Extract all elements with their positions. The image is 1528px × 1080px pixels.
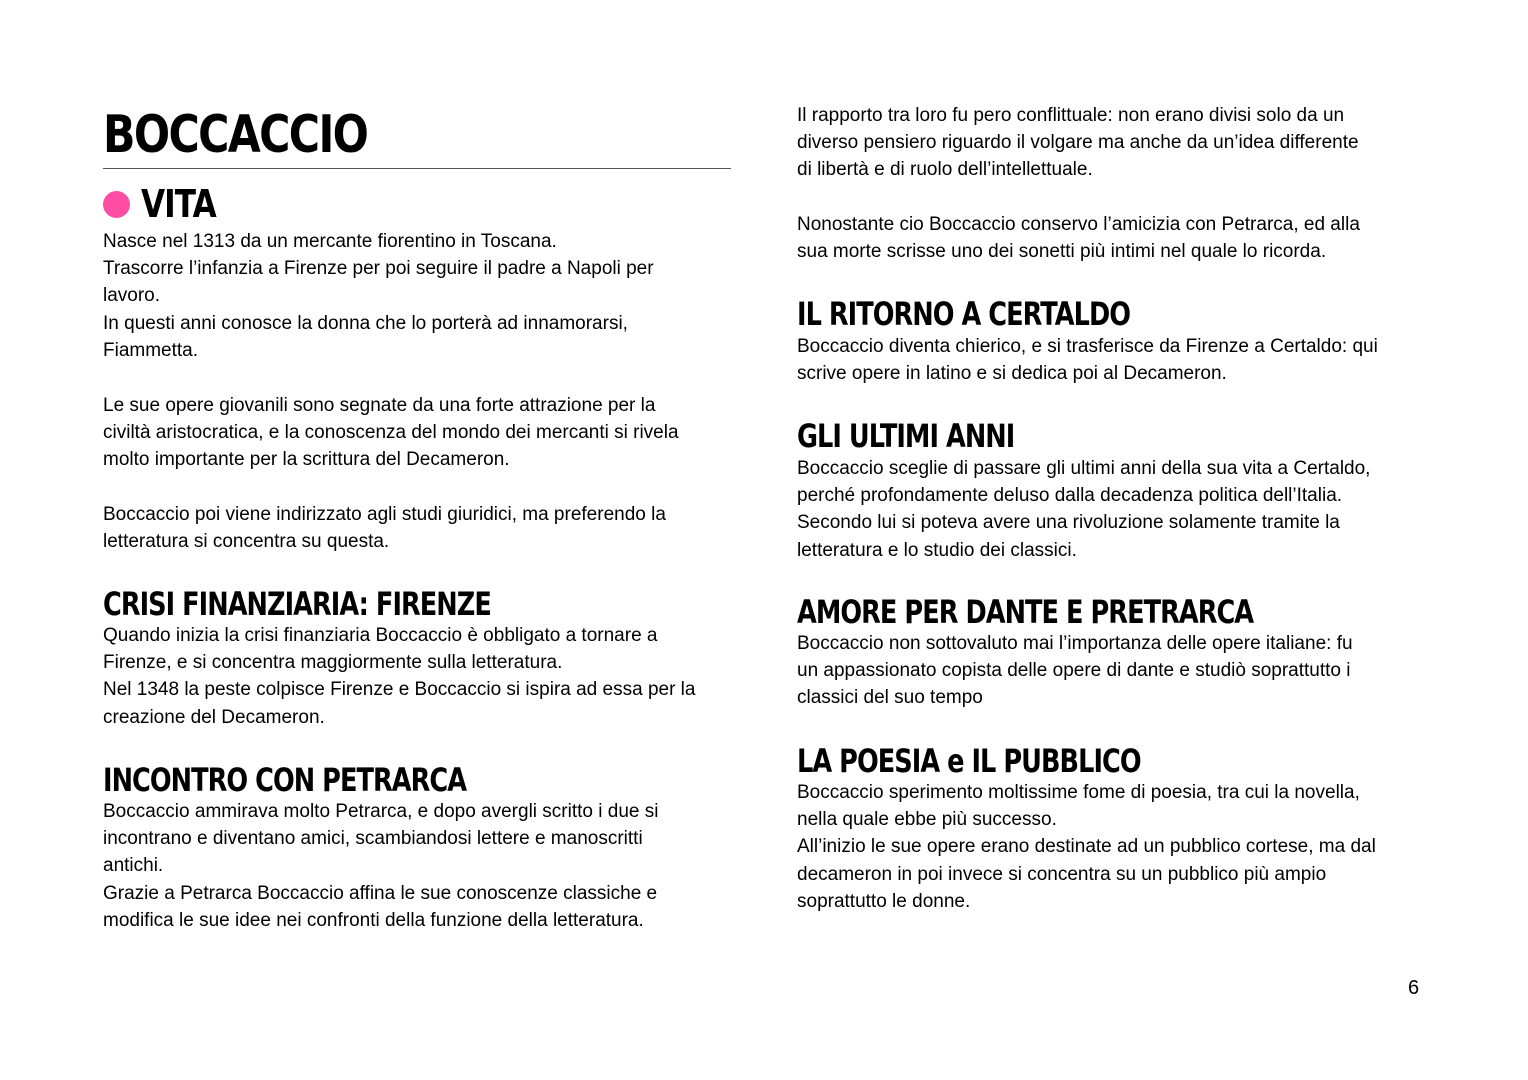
text-line: Boccaccio sceglie di passare gli ultimi anni della sua vita a Certaldo, <box>797 458 1371 479</box>
certaldo-paragraph <box>797 333 1378 387</box>
petrarca-paragraph <box>103 798 658 934</box>
title-divider <box>103 168 731 169</box>
page-number: 6 <box>1408 977 1420 999</box>
section-heading-vita <box>103 184 232 224</box>
text-line: scrive opere in latino e si dedica poi al Decameron. <box>797 363 1227 385</box>
section-heading-vita-label: VITA <box>141 182 216 226</box>
section-heading-amore: AMORE PER DANTE E PRETRARCA <box>797 593 1254 631</box>
bullet-dot-icon <box>103 191 130 218</box>
text-line: In questi anni conosce la donna che lo porterà ad innamorarsi, <box>103 312 628 334</box>
text-line: creazione del Decameron. <box>103 706 325 728</box>
text-line: decameron in poi invece si concentra su un pubblico più ampio <box>797 863 1327 885</box>
vita-paragraph-2 <box>103 392 679 474</box>
text-line: Boccaccio sperimento moltissime fome di poesia, tra cui la novella, <box>797 782 1360 803</box>
text-line: soprattutto le donne. <box>797 890 971 912</box>
section-heading-poesia: LA POESIA e IL PUBBLICO <box>797 742 1141 780</box>
text-line: Nasce nel 1313 da un mercante fiorentino in Toscana. <box>103 231 557 252</box>
text-line: Grazie a Petrarca Boccaccio affina le sue conoscenze classiche e <box>103 882 658 904</box>
text-line: modifica le sue idee nei confronti della funzione della letteratura. <box>103 909 644 931</box>
text-line: Boccaccio poi viene indirizzato agli studi giuridici, ma preferendo la <box>103 504 666 525</box>
text-line: Firenze, e si concentra maggiormente sulla letteratura. <box>103 652 563 674</box>
text-line: lavoro. <box>103 285 161 307</box>
text-line: molto importante per la scrittura del Decameron. <box>103 449 510 471</box>
vita-paragraph-3 <box>103 501 666 555</box>
rapporto-paragraph-1 <box>797 102 1359 184</box>
amore-paragraph <box>797 630 1353 712</box>
text-line: civiltà aristocratica, e la conoscenza del mondo dei mercanti si rivela <box>103 422 679 444</box>
text-line: un appassionato copista delle opere di dante e studiò soprattutto i <box>797 660 1351 682</box>
text-line: Quando inizia la crisi finanziaria Boccaccio è obbligato a tornare a <box>103 625 658 646</box>
text-line: antichi. <box>103 855 164 877</box>
text-line: Boccaccio ammirava molto Petrarca, e dopo avergli scritto i due si <box>103 801 659 822</box>
section-heading-certaldo: IL RITORNO A CERTALDO <box>797 295 1131 333</box>
text-line: Trascorre l’infanzia a Firenze per poi seguire il padre a Napoli per <box>103 258 654 280</box>
vita-paragraph-1 <box>103 228 654 364</box>
section-heading-ultimi-anni: GLI ULTIMI ANNI <box>797 417 1015 455</box>
text-line: di libertà e di ruolo dell’intellettuale. <box>797 159 1093 181</box>
text-line: diverso pensiero riguardo il volgare ma anche da un’idea differente <box>797 132 1359 154</box>
text-line: perché profondamente deluso dalla decadenza politica dell’Italia. <box>797 485 1343 507</box>
section-heading-petrarca: INCONTRO CON PETRARCA <box>103 761 467 799</box>
crisi-paragraph <box>103 622 695 731</box>
text-line: Fiammetta. <box>103 339 199 361</box>
text-line: Le sue opere giovanili sono segnate da una forte attrazione per la <box>103 395 656 416</box>
text-line: classici del suo tempo <box>797 687 983 709</box>
text-line: Nonostante cio Boccaccio conservo l’amicizia con Petrarca, ed alla <box>797 214 1360 235</box>
rapporto-paragraph-2 <box>797 211 1360 265</box>
text-line: nella quale ebbe più successo. <box>797 809 1057 831</box>
section-heading-crisi: CRISI FINANZIARIA: FIRENZE <box>103 585 491 623</box>
poesia-paragraph <box>797 779 1376 915</box>
text-line: Boccaccio non sottovaluto mai l’importanza delle opere italiane: fu <box>797 633 1353 654</box>
text-line: letteratura e lo studio dei classici. <box>797 539 1077 561</box>
ultimi-anni-paragraph <box>797 455 1370 564</box>
page-title: BOCCACCIO <box>103 105 368 165</box>
text-line: letteratura si concentra su questa. <box>103 531 390 553</box>
text-line: Secondo lui si poteva avere una rivoluzione solamente tramite la <box>797 512 1340 534</box>
text-line: incontrano e diventano amici, scambiandosi lettere e manoscritti <box>103 828 643 850</box>
text-line: Boccaccio diventa chierico, e si trasferisce da Firenze a Certaldo: qui <box>797 336 1378 357</box>
text-line: All’inizio le sue opere erano destinate ad un pubblico cortese, ma dal <box>797 836 1376 858</box>
text-line: Nel 1348 la peste colpisce Firenze e Boccaccio si ispira ad essa per la <box>103 679 696 701</box>
text-line: sua morte scrisse uno dei sonetti più intimi nel quale lo ricorda. <box>797 241 1327 263</box>
text-line: Il rapporto tra loro fu pero conflittuale: non erano divisi solo da un <box>797 105 1345 126</box>
